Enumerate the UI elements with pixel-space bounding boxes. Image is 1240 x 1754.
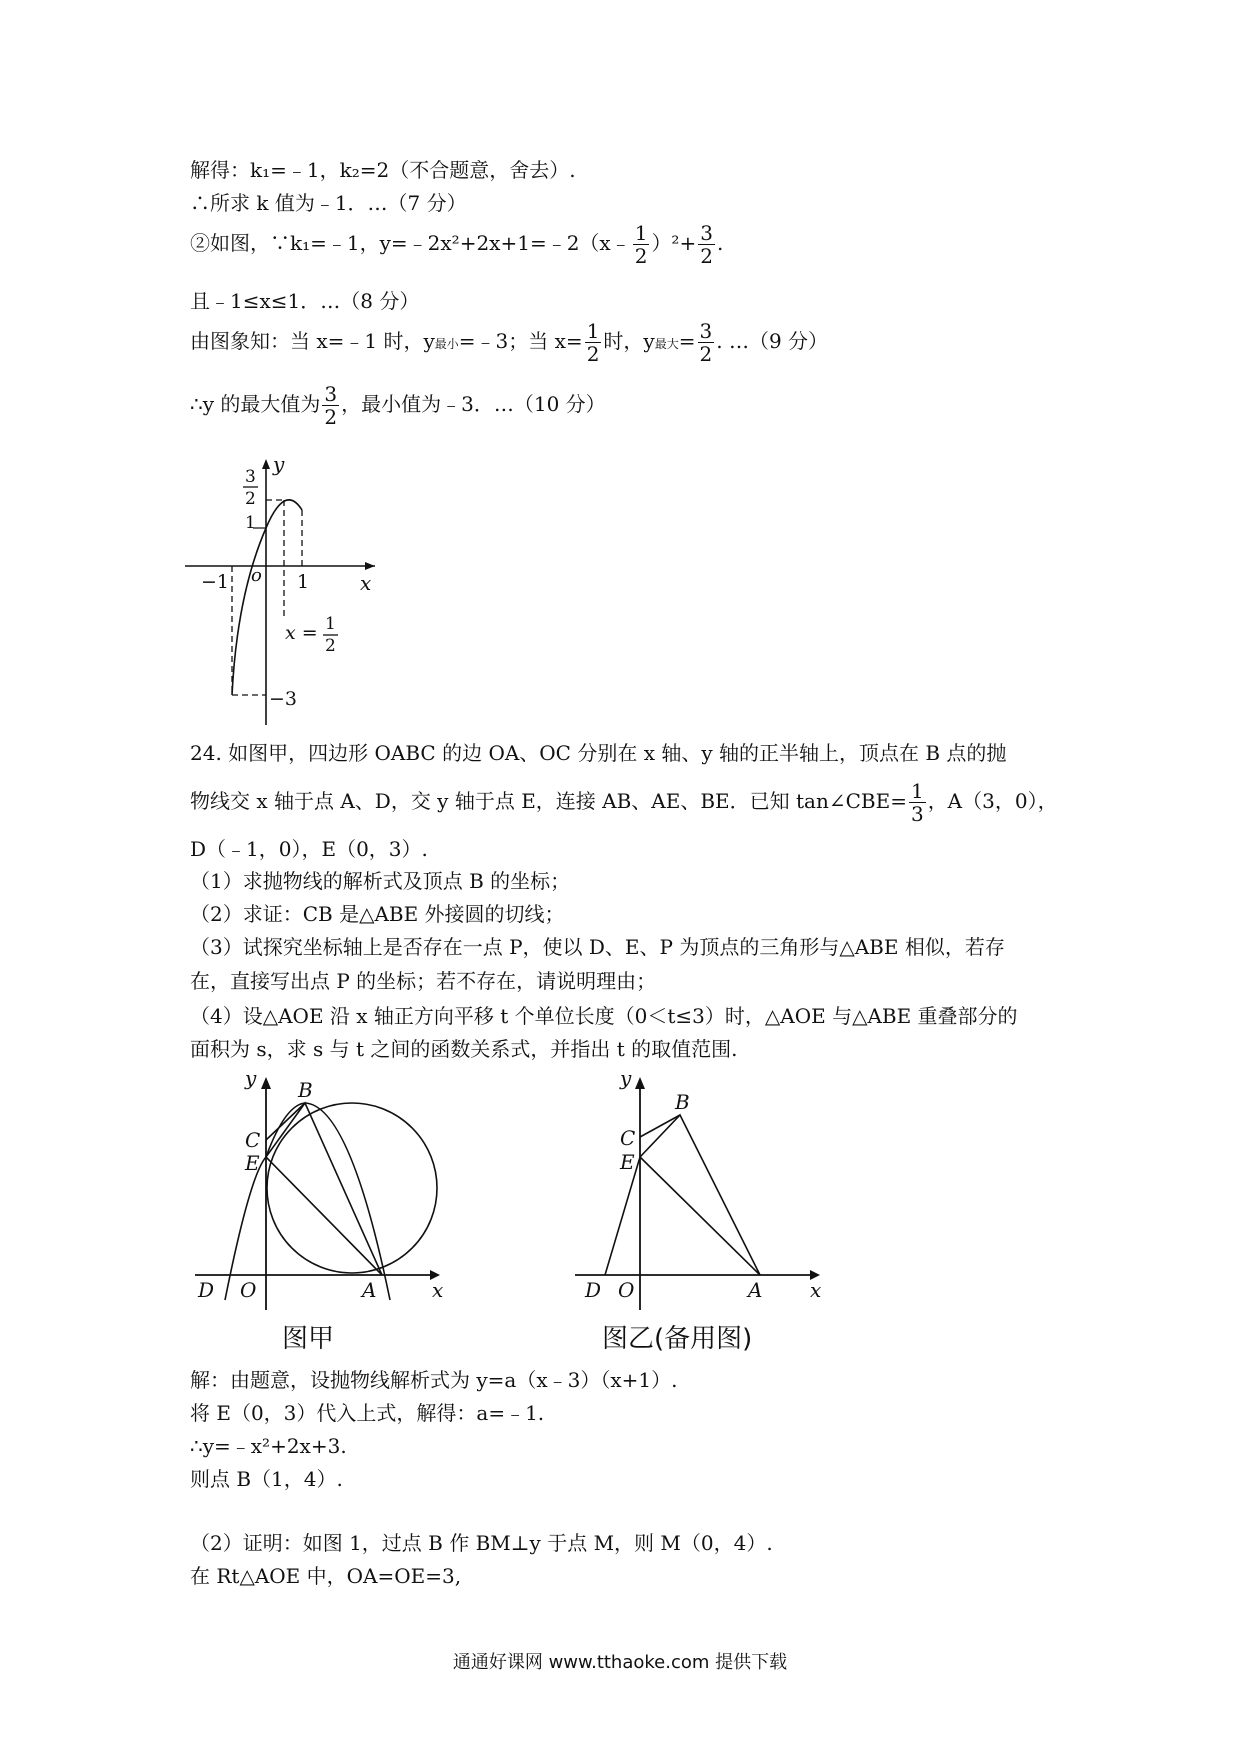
fig-a-x-label: x (432, 1278, 444, 1302)
origin-label: o (251, 565, 262, 586)
fraction-numerator: 3 (699, 319, 713, 343)
fraction-half (633, 222, 650, 267)
solution-24-line-4: 则点 B（1，4）. (190, 1467, 343, 1491)
tick-one-y: 1 (245, 513, 256, 533)
vertex-line-den: 2 (325, 636, 336, 656)
fraction-denominator: 2 (586, 342, 600, 366)
fig-a-y-label: y (245, 1066, 257, 1090)
line5-part-a: 由图象知：当 x=﹣1 时，y (190, 329, 435, 353)
fig-b-point-d: D (585, 1278, 602, 1302)
q24-part-a: 物线交 x 轴于点 A、D，交 y 轴于点 E，连接 AB、AE、BE．已知 tan∠CBE= (190, 789, 907, 813)
solution-line-3 (190, 222, 723, 267)
fig-a-point-c: C (245, 1128, 261, 1152)
fraction-half (585, 320, 602, 365)
question-2: （2）求证：CB 是△ABE 外接圆的切线； (190, 902, 565, 926)
fraction-three-half (698, 320, 715, 365)
fraction-denominator: 2 (324, 405, 338, 429)
question-3-line-1: （3）试探究坐标轴上是否存在一点 P，使以 D、E、P 为顶点的三角形与△ABE 相似，若存 (190, 935, 1005, 959)
fraction-numerator: 3 (324, 382, 338, 406)
solution-line-5 (190, 320, 828, 365)
x-axis-label: x (360, 571, 372, 595)
vertex-line-label: x = (285, 622, 318, 644)
line6-part-a: ∴y 的最大值为 (190, 392, 321, 416)
fraction-three-half (322, 383, 339, 428)
fraction-denominator: 3 (910, 802, 924, 826)
tick-three-half-num: 3 (245, 467, 256, 487)
fig-b-x-label: x (810, 1278, 822, 1302)
solution-line-4: 且﹣1≤x≤1．…（8 分） (190, 289, 420, 313)
fig-b-y-label: y (620, 1066, 632, 1090)
solution-24-line-1: 解：由题意，设抛物线解析式为 y=a（x﹣3）（x+1）. (190, 1368, 678, 1392)
fig-a-caption: 图甲 (282, 1324, 335, 1354)
fig-b-origin: O (618, 1278, 635, 1302)
fraction-denominator: 2 (699, 342, 713, 366)
fraction-denominator: 2 (634, 244, 648, 268)
fig-a-point-e: E (245, 1151, 260, 1175)
solution-24-line-6: 在 Rt△AOE 中，OA=OE=3, (190, 1564, 462, 1588)
figure-a (190, 1065, 450, 1355)
line3-part-c: . (716, 231, 724, 255)
solution-line-6 (190, 383, 606, 428)
solution-24-line-5: （2）证明：如图 1，过点 B 作 BM⊥y 于点 M，则 M（0，4）. (190, 1531, 773, 1555)
line5-part-b: =﹣3；当 x= (458, 329, 583, 353)
question-3-line-2: 在，直接写出点 P 的坐标；若不存在，请说明理由； (190, 969, 657, 993)
question-4-line-2: 面积为 s，求 s 与 t 之间的函数关系式，并指出 t 的取值范围. (190, 1037, 738, 1061)
fig-b-caption: 图乙(备用图) (602, 1324, 753, 1354)
tick-neg-one: −1 (201, 571, 230, 593)
fig-a-point-d: D (198, 1278, 215, 1302)
question-4-line-1: （4）设△AOE 沿 x 轴正方向平移 t 个单位长度（0＜t≤3）时，△AOE 与△ABE 重叠部分的 (190, 1004, 1018, 1028)
solution-line-1: 解得：k₁=﹣1，k₂=2（不合题意，舍去）. (190, 158, 576, 182)
solution-24-line-3: ∴y=﹣x²+2x+3. (190, 1434, 347, 1458)
fig-b-point-a: A (748, 1278, 763, 1302)
solution-line-2: ∴所求 k 值为﹣1．…（7 分） (190, 191, 467, 215)
subscript-max: 最大 (654, 337, 679, 351)
tick-one-x: 1 (297, 571, 310, 593)
fig-a-point-b: B (298, 1078, 313, 1102)
fraction-numerator: 1 (586, 319, 600, 343)
parabola-graph (185, 455, 385, 730)
line6-part-b: ，最小值为﹣3．…（10 分） (341, 392, 606, 416)
line5-part-e: . …（9 分） (716, 329, 829, 353)
subscript-min: 最小 (434, 337, 459, 351)
line5-part-c: 时，y (603, 329, 655, 353)
fraction-three-half (698, 222, 715, 267)
page-footer: 通通好课网 www.tthaoke.com 提供下载 (452, 1652, 788, 1673)
question-1: （1）求抛物线的解析式及顶点 B 的坐标； (190, 869, 571, 893)
fraction-numerator: 1 (634, 221, 648, 245)
problem-24-line-3: D（﹣1，0），E（0，3）. (190, 837, 428, 861)
fig-b-point-b: B (675, 1090, 690, 1114)
line3-part-a: ②如图，∵k₁=﹣1，y=﹣2x²+2x+1=﹣2（x﹣ (190, 231, 631, 255)
line5-part-d: = (678, 329, 696, 353)
vertex-line-num: 1 (325, 614, 336, 634)
fraction-denominator: 2 (700, 244, 713, 268)
q24-part-b: ，A（3，0）， (927, 789, 1058, 813)
problem-24-line-2 (190, 780, 1058, 825)
fig-a-point-a: A (362, 1278, 377, 1302)
fraction-numerator: 3 (700, 221, 713, 245)
y-axis-label: y (273, 455, 285, 476)
tick-neg-three: −3 (269, 688, 298, 710)
fig-a-origin: O (240, 1278, 257, 1302)
fig-b-point-e: E (620, 1150, 635, 1174)
solution-24-line-2: 将 E（0，3）代入上式，解得：a=﹣1. (190, 1401, 545, 1425)
fraction-numerator: 1 (910, 779, 924, 803)
figure-b (570, 1065, 830, 1355)
problem-24-line-1: 24. 如图甲，四边形 OABC 的边 OA、OC 分别在 x 轴、y 轴的正半轴上，顶点在 B 点的抛 (190, 741, 1007, 765)
fig-b-point-c: C (620, 1126, 636, 1150)
fraction-third (909, 780, 926, 825)
line3-part-b: ）²+ (651, 231, 697, 255)
tick-three-half-den: 2 (245, 489, 256, 509)
